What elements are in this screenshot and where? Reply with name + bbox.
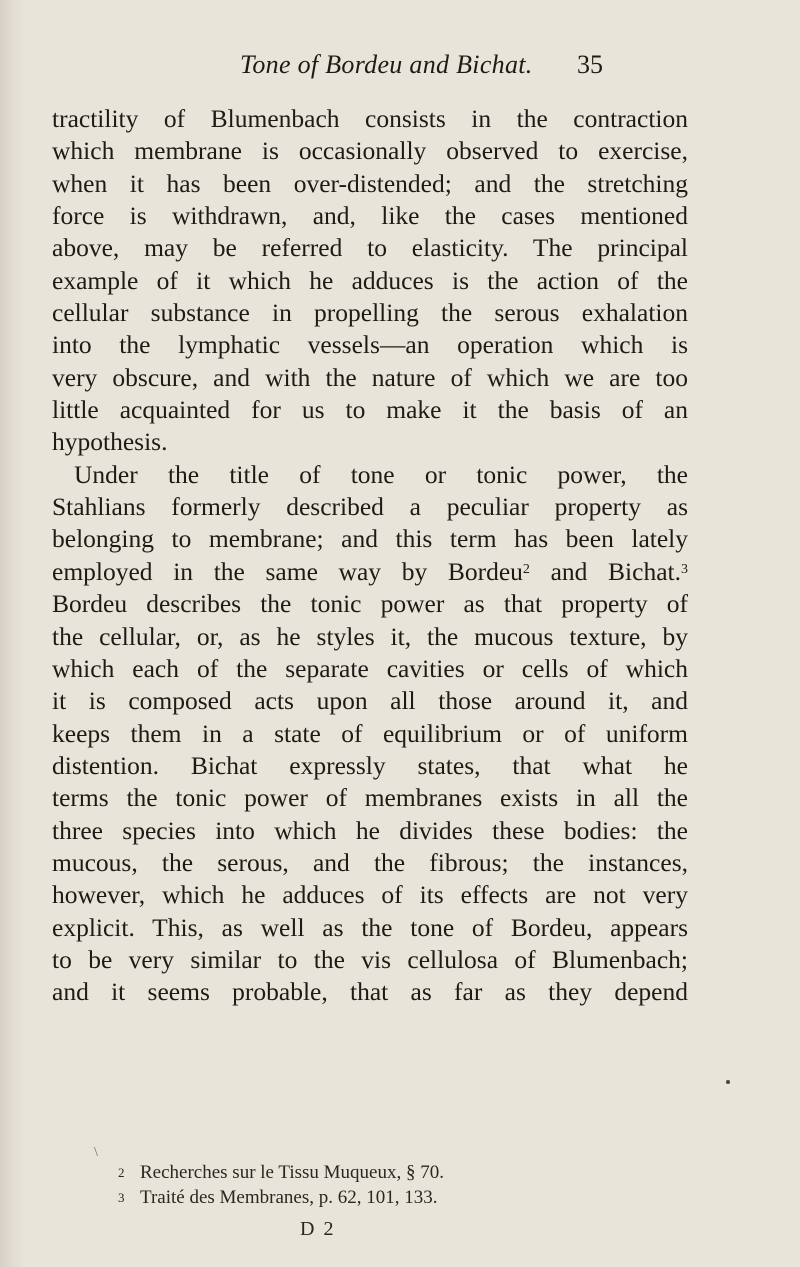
text-line: force is withdrawn, and, like the cases mentioned xyxy=(52,201,688,231)
text-line: three species into which he divides these bodies: the xyxy=(52,815,688,845)
footnote xyxy=(118,1185,678,1210)
text-line: Bordeu describes the tonic power as that property of xyxy=(52,589,688,619)
footnote-text: Traité des Membranes, p. 62, 101, 133. xyxy=(140,1187,438,1208)
running-head xyxy=(240,50,640,90)
text-line: belonging to membrane; and this term has been lately xyxy=(52,524,688,554)
text-line: and it seems probable, that as far as they depend xyxy=(52,977,688,1007)
text-line: mucous, the serous, and the fibrous; the instances, xyxy=(52,847,688,877)
footnote-mark: 3 xyxy=(118,1190,125,1205)
text-line: explicit. This, as well as the tone of Bordeu, appears xyxy=(52,912,688,942)
text-segment: employed in the same way by Bordeu xyxy=(52,556,523,586)
text-line: which membrane is occasionally observed to exercise, xyxy=(52,136,688,166)
text-line: into the lymphatic vessels—an operation which is xyxy=(52,330,688,360)
text-line: it is composed acts upon all those around it, and xyxy=(52,686,688,716)
text-line: above, may be referred to elasticity. The principal xyxy=(52,233,688,263)
footnote-mark: 2 xyxy=(118,1165,125,1180)
text-line: distention. Bichat expressly states, that what he xyxy=(52,750,688,780)
footnote-text: Recherches sur le Tissu Muqueux, § 70. xyxy=(140,1162,444,1183)
footnotes xyxy=(118,1160,678,1210)
body-text xyxy=(52,103,688,1009)
text-line-with-refs xyxy=(52,556,688,588)
footnote xyxy=(118,1160,678,1185)
text-line: to be very similar to the vis cellulosa of Blumenbach; xyxy=(52,944,688,974)
page-number: 35 xyxy=(577,50,603,79)
text-line: keeps them in a state of equilibrium or of uniform xyxy=(52,718,688,748)
text-line: Stahlians formerly described a peculiar property as xyxy=(52,492,688,522)
footnote-ref-3: 3 xyxy=(681,561,688,577)
text-line: terms the tonic power of membranes exists in all the xyxy=(52,783,688,813)
margin-speck xyxy=(726,1080,730,1084)
text-line: when it has been over-distended; and the stretching xyxy=(52,168,688,198)
running-title: Tone of Bordeu and Bichat. xyxy=(240,50,533,79)
text-segment: and Bichat. xyxy=(529,556,681,586)
footnote-ref-2: 2 xyxy=(522,561,530,577)
text-line: very obscure, and with the nature of which we are too xyxy=(52,362,688,392)
stray-print-mark: \ xyxy=(94,1145,98,1160)
signature-mark: D 2 xyxy=(300,1218,336,1240)
text-line: cellular substance in propelling the serous exhalation xyxy=(52,298,688,328)
text-line: hypothesis. xyxy=(52,427,168,457)
text-line: tractility of Blumenbach consists in the contraction xyxy=(52,104,688,133)
text-line: example of it which he adduces is the action of the xyxy=(52,265,688,295)
page-gutter-shadow xyxy=(0,0,26,1267)
text-line: however, which he adduces of its effects are not very xyxy=(52,880,688,910)
text-line: the cellular, or, as he styles it, the mucous texture, by xyxy=(52,621,688,651)
text-line: which each of the separate cavities or cells of which xyxy=(52,653,688,683)
paragraph-start-line: Under the title of tone or tonic power, the xyxy=(74,459,688,489)
text-line: little acquainted for us to make it the basis of an xyxy=(52,395,688,425)
